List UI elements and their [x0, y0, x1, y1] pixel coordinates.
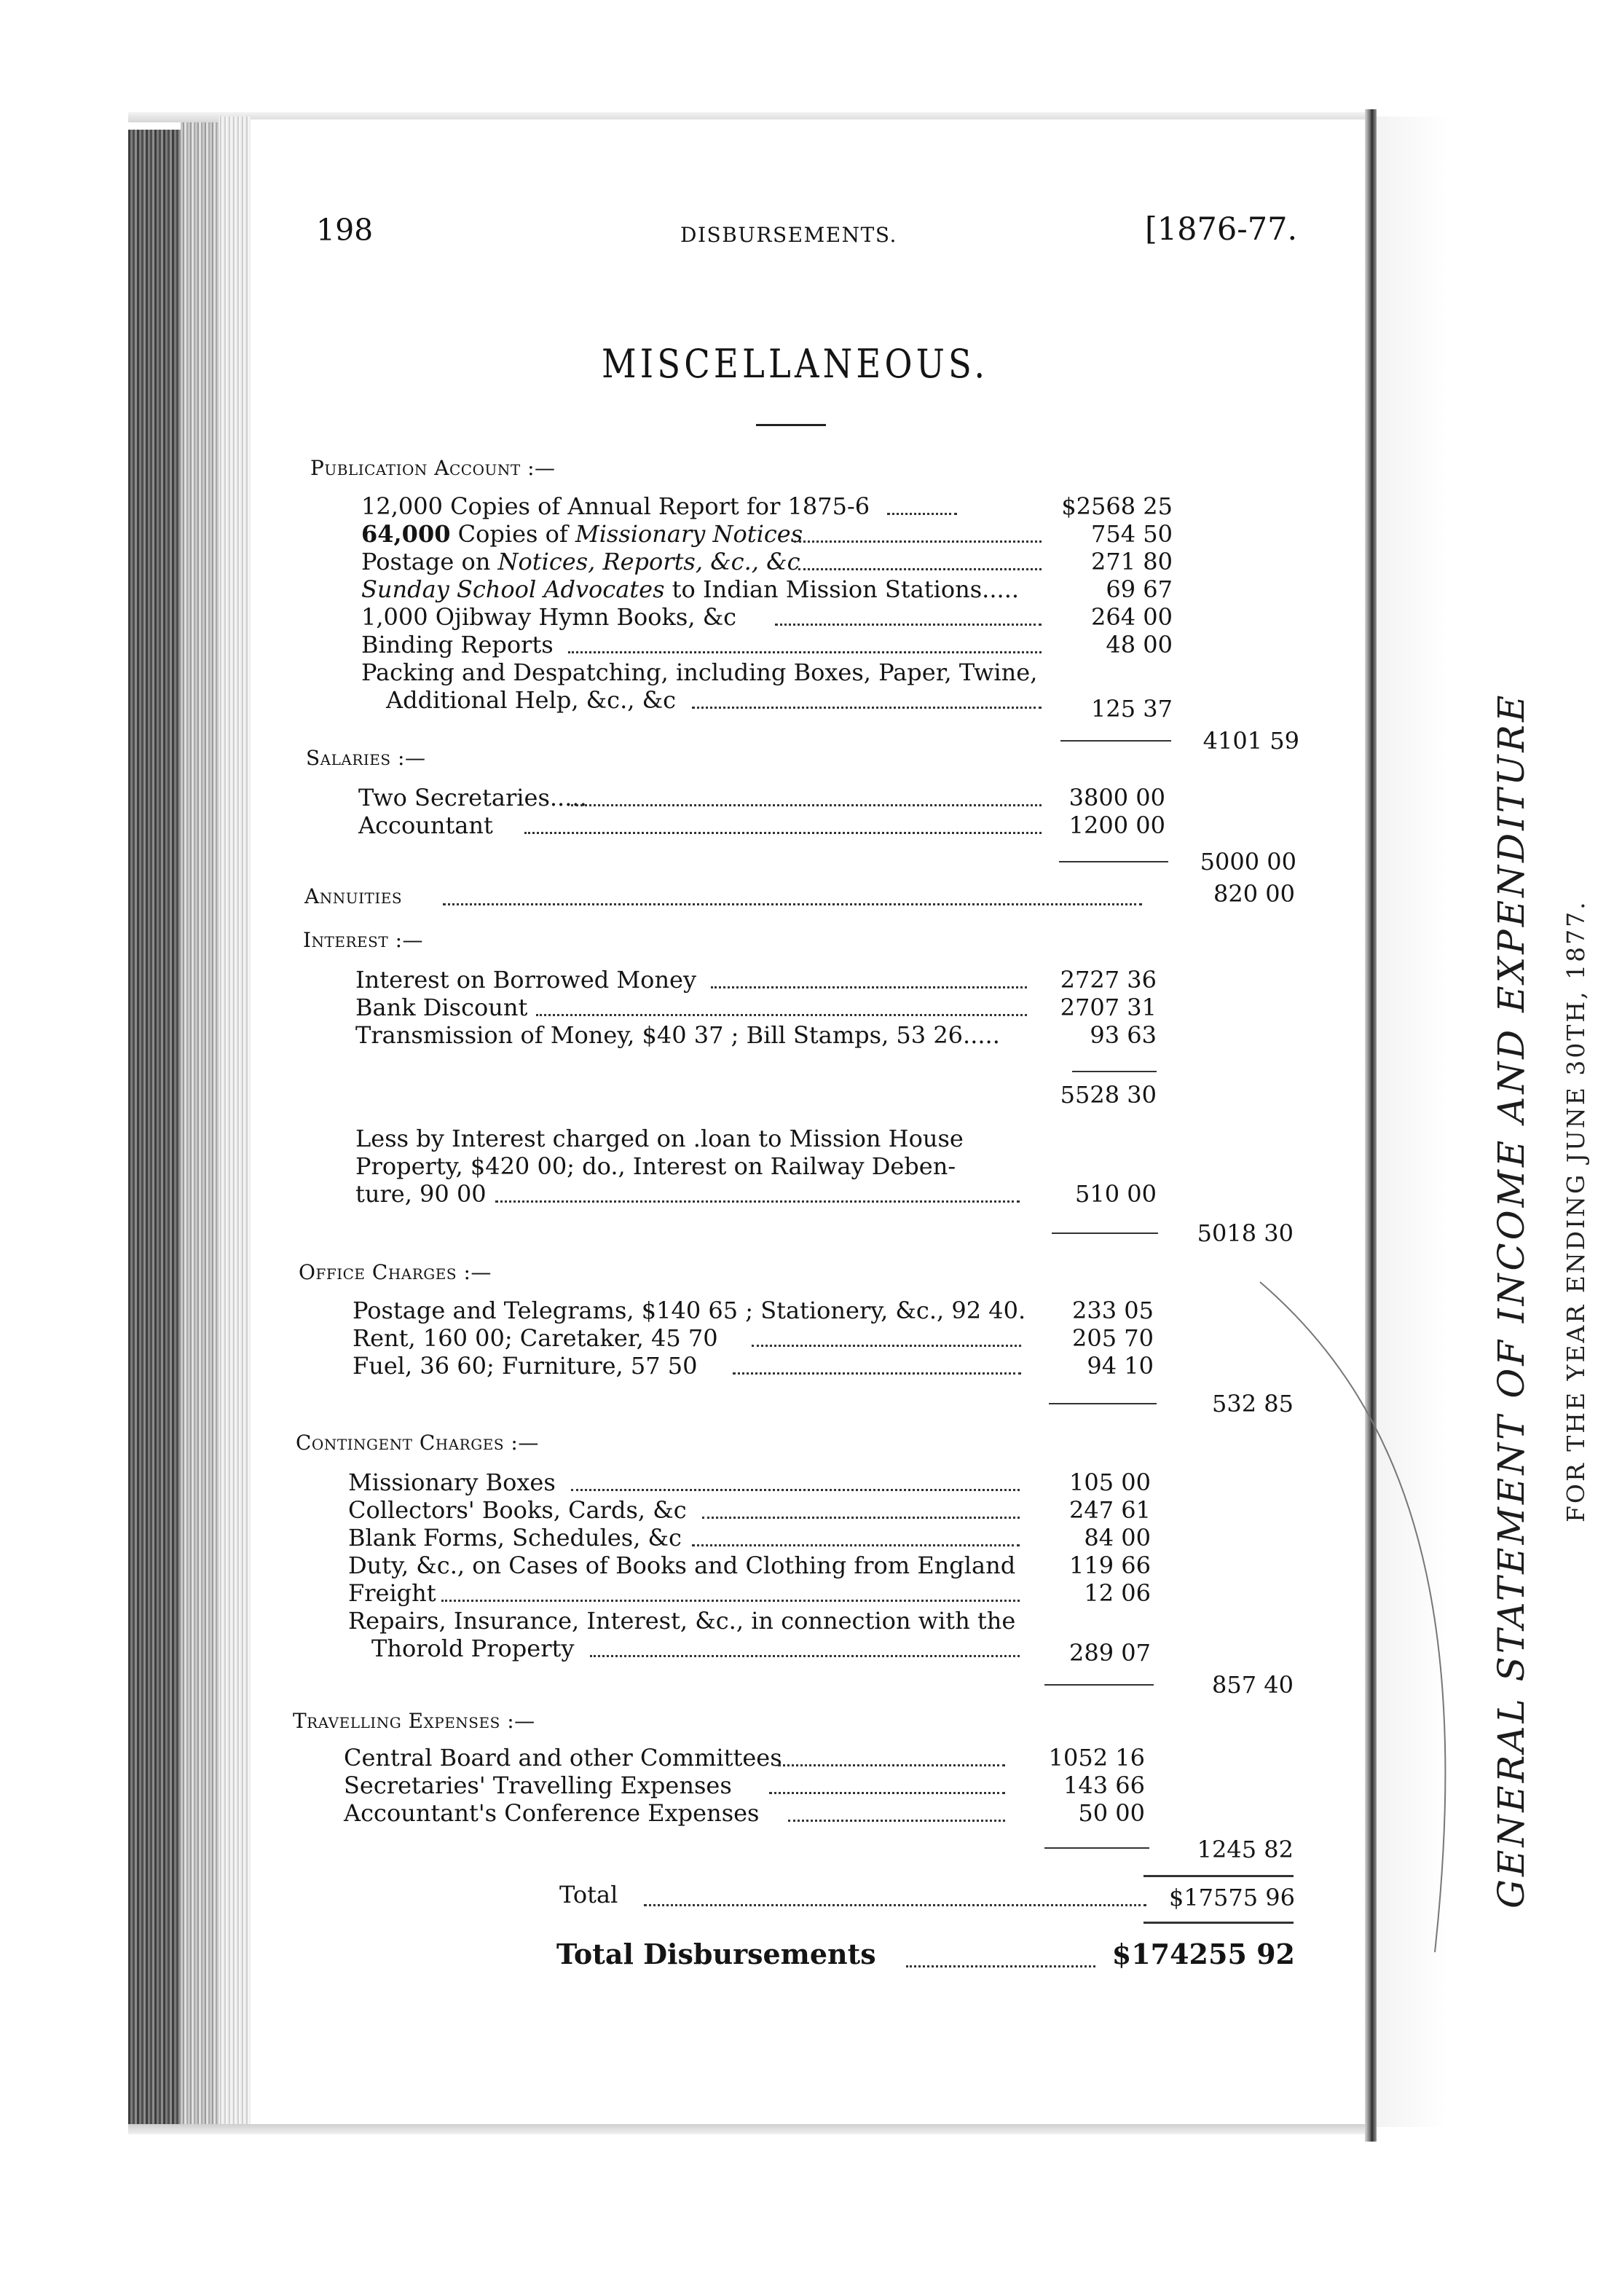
pencil-arc-mark — [1253, 1238, 1486, 2112]
salaries-item-label: Two Secretaries..... — [358, 784, 587, 811]
office-item-amount: 94 10 — [1087, 1352, 1154, 1380]
travelling-subtotal: 1245 82 — [1197, 1836, 1294, 1863]
office-item-label: Rent, 160 00; Caretaker, 45 70 — [353, 1324, 718, 1352]
contingent-item-label: Freight — [348, 1579, 436, 1607]
publication-item-label: Binding Reports — [361, 631, 554, 658]
interest-less-amount: 510 00 — [1075, 1180, 1157, 1208]
leader-dots — [443, 903, 1142, 905]
interest-sum: 5528 30 — [1060, 1081, 1157, 1109]
section-heading-publication: Publication Account :— — [310, 456, 556, 480]
contingent-item-label-continued: Thorold Property — [371, 1635, 575, 1662]
leader-dots — [702, 1517, 1020, 1519]
travelling-item-amount: 143 66 — [1063, 1772, 1145, 1799]
publication-item-label-continued: Additional Help, &c., &c — [386, 686, 676, 714]
leader-dots — [788, 1820, 1005, 1822]
publication-item-amount: 264 00 — [1091, 603, 1173, 631]
leader-dots — [644, 1904, 1146, 1906]
contingent-item-label: Blank Forms, Schedules, &c — [348, 1524, 682, 1552]
section-heading-annuities: Annuities — [304, 884, 403, 908]
contingent-item-label: Missionary Boxes — [348, 1469, 556, 1496]
leader-dots — [692, 1544, 1020, 1546]
interest-item-amount: 2727 36 — [1060, 966, 1157, 994]
publication-item-amount: 48 00 — [1106, 631, 1173, 658]
publication-item-amount: $2568 25 — [1061, 492, 1173, 520]
section-heading-interest: Interest :— — [303, 928, 424, 952]
publication-subtotal: 4101 59 — [1202, 727, 1299, 755]
leader-dots — [692, 707, 1042, 709]
publication-item-amount: 271 80 — [1091, 548, 1173, 575]
interest-less-line: Property, $420 00; do., Interest on Railway Deben- — [355, 1152, 956, 1180]
annuities-subtotal: 820 00 — [1213, 880, 1295, 908]
subtotal-rule — [1044, 1847, 1149, 1849]
contingent-item-amount: 289 07 — [1069, 1639, 1151, 1667]
interest-less-line: Less by Interest charged on .loan to Mission House — [355, 1125, 964, 1152]
leader-dots — [752, 1345, 1021, 1347]
interest-less-line: ture, 90 00 — [355, 1180, 487, 1208]
book-page-edges-middle — [181, 122, 219, 2127]
interest-subtotal: 5018 30 — [1197, 1219, 1294, 1247]
page-year: [1876-77. — [1145, 211, 1298, 248]
book-page-edges — [128, 130, 181, 2127]
sum-rule — [1072, 1071, 1157, 1072]
travelling-item-amount: 1052 16 — [1048, 1744, 1145, 1772]
office-item-label: Fuel, 36 60; Furniture, 57 50 — [353, 1352, 698, 1380]
leader-dots — [778, 1764, 1005, 1766]
leader-dots — [906, 1965, 1095, 1967]
publication-item-label: Sunday School Advocates to Indian Mission Stations..... — [361, 575, 1020, 603]
interest-item-label: Transmission of Money, $40 37 ; Bill Stamps, 53 26..... — [355, 1021, 1000, 1049]
page-title: MISCELLANEOUS. — [602, 341, 989, 387]
total-amount: $17575 96 — [1168, 1884, 1295, 1911]
section-heading-salaries: Salaries :— — [306, 746, 426, 770]
leader-dots — [775, 624, 1042, 626]
subtotal-rule — [1044, 1684, 1154, 1686]
publication-item-label: Packing and Despatching, including Boxes, Paper, Twine, — [361, 658, 1038, 686]
section-heading-contingent: Contingent Charges :— — [296, 1431, 539, 1455]
contingent-item-label: Collectors' Books, Cards, &c — [348, 1496, 687, 1524]
office-item-label: Postage and Telegrams, $140 65 ; Stationery, &c., 92 40. — [353, 1297, 1026, 1324]
office-item-amount: 205 70 — [1072, 1324, 1154, 1352]
contingent-item-amount: 84 00 — [1084, 1524, 1151, 1552]
travelling-item-label: Central Board and other Committees — [344, 1744, 782, 1772]
leader-dots — [524, 832, 1042, 834]
salaries-item-label: Accountant — [358, 811, 493, 839]
subtotal-rule — [1060, 740, 1171, 742]
leader-dots — [571, 804, 1042, 806]
publication-item-label: 12,000 Copies of Annual Report for 1875-6 — [361, 492, 870, 520]
publication-item-label: Postage on Notices, Reports, &c., &c — [361, 548, 800, 575]
leader-dots — [571, 1489, 1020, 1491]
left-page — [251, 119, 1365, 2124]
facing-page-title: GENERAL STATEMENT OF INCOME AND EXPENDITURE — [1490, 692, 1532, 1908]
publication-item-amount: 69 67 — [1106, 575, 1173, 603]
publication-item-amount: 754 50 — [1091, 520, 1173, 548]
publication-item-amount: 125 37 — [1091, 695, 1173, 723]
travelling-item-label: Accountant's Conference Expenses — [344, 1799, 760, 1827]
contingent-subtotal: 857 40 — [1212, 1671, 1294, 1699]
interest-item-amount: 93 63 — [1090, 1021, 1157, 1049]
leader-dots — [495, 1200, 1020, 1203]
salaries-item-amount: 3800 00 — [1068, 784, 1165, 811]
contingent-item-amount: 105 00 — [1069, 1469, 1151, 1496]
contingent-item-amount: 119 66 — [1069, 1552, 1151, 1579]
travelling-item-amount: 50 00 — [1078, 1799, 1145, 1827]
subtotal-rule — [1059, 861, 1168, 862]
section-heading-office: Office Charges :— — [299, 1260, 492, 1284]
salaries-subtotal: 5000 00 — [1200, 848, 1296, 876]
leader-dots — [536, 1014, 1027, 1016]
leader-dots — [887, 513, 957, 515]
publication-item-label: 64,000 Copies of Missionary Notices — [361, 520, 803, 548]
leader-dots — [568, 651, 1042, 653]
office-subtotal: 532 85 — [1212, 1390, 1294, 1418]
book-page-edges-light — [219, 117, 251, 2127]
leader-dots — [769, 1792, 1005, 1794]
book-bottom-edge — [128, 2124, 1374, 2134]
subtotal-rule — [1052, 1232, 1158, 1234]
section-heading-travelling: Travelling Expenses :— — [293, 1709, 535, 1733]
subtotal-rule — [1049, 1403, 1157, 1404]
leader-dots — [711, 986, 1027, 988]
office-item-amount: 233 05 — [1072, 1297, 1154, 1324]
leader-dots — [590, 1655, 1020, 1657]
page-number: 198 — [316, 213, 374, 248]
title-rule — [756, 424, 826, 426]
contingent-item-amount: 247 61 — [1069, 1496, 1151, 1524]
leader-dots — [441, 1600, 1020, 1602]
facing-page-subtitle: FOR THE YEAR ENDING JUNE 30TH, 1877. — [1562, 900, 1590, 1522]
travelling-item-label: Secretaries' Travelling Expenses — [344, 1772, 732, 1799]
grand-total-amount: $174255 92 — [1111, 1938, 1295, 1970]
contingent-item-label: Repairs, Insurance, Interest, &c., in connection with the — [348, 1607, 1016, 1635]
grand-total-label: Total Disbursements — [556, 1938, 876, 1970]
contingent-item-amount: 12 06 — [1084, 1579, 1151, 1607]
leader-dots — [733, 1372, 1021, 1375]
total-label: Total — [559, 1881, 618, 1908]
contingent-item-label: Duty, &c., on Cases of Books and Clothing from England — [348, 1552, 1016, 1579]
salaries-item-amount: 1200 00 — [1068, 811, 1165, 839]
interest-item-label: Bank Discount — [355, 994, 528, 1021]
interest-item-amount: 2707 31 — [1060, 994, 1157, 1021]
running-head: DISBURSEMENTS. — [680, 223, 897, 247]
interest-item-label: Interest on Borrowed Money — [355, 966, 697, 994]
publication-item-label: 1,000 Ojibway Hymn Books, &c — [361, 603, 737, 631]
